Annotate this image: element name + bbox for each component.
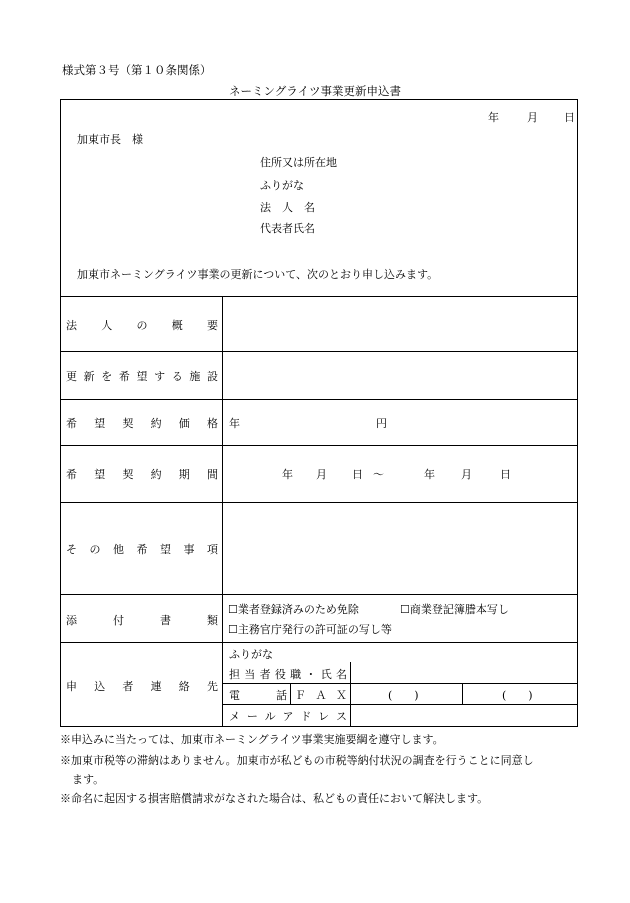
contact-tel-label: 電 話: [229, 689, 287, 702]
row-label-period: 希 望 契 約 期 間: [66, 468, 218, 481]
row-label-facility: 更 新 を 希 望 す る 施 設: [66, 370, 218, 383]
note-tax-continued: ます。: [72, 773, 105, 786]
period-end-day: 日: [500, 468, 511, 481]
row-label-contact: 申 込 者 連 絡 先: [66, 680, 218, 693]
contact-fax-paren: ( ): [388, 689, 419, 702]
date-month: 月: [527, 111, 538, 124]
period-start-day: 日: [352, 468, 363, 481]
contact-furigana-label: ふりがな: [229, 648, 273, 661]
period-end-year: 年: [424, 468, 435, 481]
row-label-corp-overview: 法 人 の 概 要: [66, 319, 218, 332]
period-start-year: 年: [282, 468, 293, 481]
price-yen: 円: [376, 417, 387, 430]
applicant-address-label: 住所又は所在地: [260, 156, 337, 169]
note-liability: ※命名に起因する損害賠償請求がなされた場合は、私どもの責任において解決します。: [60, 792, 489, 805]
applicant-representative-label: 代表者氏名: [260, 222, 315, 235]
row-label-price: 希 望 契 約 価 格: [66, 417, 218, 430]
row-label-other: そ の 他 希 望 事 項: [66, 543, 218, 556]
period-start-month: 月: [316, 468, 327, 481]
form-number: 様式第３号（第１０条関係）: [62, 63, 212, 77]
period-tilde: 〜: [373, 468, 384, 481]
contact-fax-label: Ｆ Ａ Ｘ: [295, 689, 347, 702]
attachment-exempt-checkbox[interactable]: ☐業者登録済みのため免除: [228, 603, 359, 616]
date-year: 年: [488, 111, 499, 124]
contact-tel-paren: ( ): [502, 689, 533, 702]
addressee: 加東市長 様: [77, 133, 143, 146]
date-day: 日: [564, 111, 575, 124]
period-end-month: 月: [461, 468, 472, 481]
contact-person-label: 担 当 者 役 職 ・ 氏 名: [229, 668, 347, 681]
applicant-corp-name-label: 法 人 名: [260, 201, 315, 214]
contact-email-label: メ ー ル ア ド レ ス: [229, 710, 347, 723]
row-label-attachments: 添 付 書 類: [66, 614, 218, 627]
attachment-permit-checkbox[interactable]: ☐主務官庁発行の許可証の写し等: [228, 623, 392, 636]
note-tax: ※加東市税等の滞納はありません。加東市が私どもの市税等納付状況の調査を行うことに同意し: [60, 754, 534, 767]
applicant-furigana-label: ふりがな: [260, 179, 304, 192]
form-title: ネーミングライツ事業更新申込書: [229, 84, 401, 98]
intro-text: 加東市ネーミングライツ事業の更新について、次のとおり申し込みます。: [77, 268, 439, 281]
note-compliance: ※申込みに当たっては、加東市ネーミングライツ事業実施要綱を遵守します。: [60, 733, 444, 746]
attachment-registry-checkbox[interactable]: ☐商業登記簿謄本写し: [400, 603, 509, 616]
price-year: 年: [229, 417, 240, 430]
